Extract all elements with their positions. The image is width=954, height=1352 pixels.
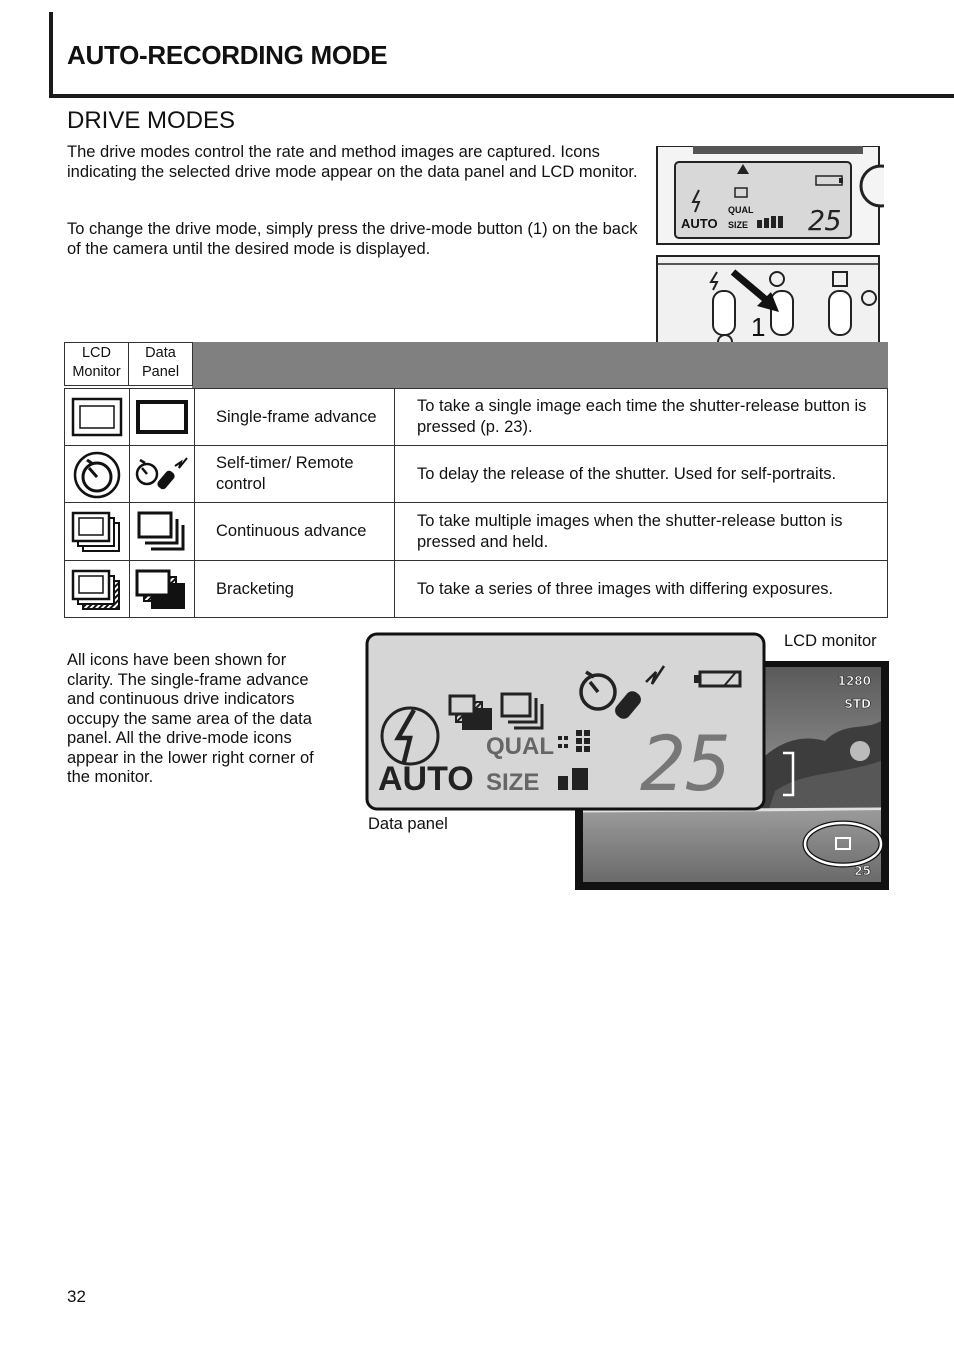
icon-note-paragraph: All icons have been shown for clarity. The single-frame advance and continuous drive indicators occupy the same area of the data panel. All the drive-mode icons appear in the lower right corner of the monitor. [67,651,314,786]
panel-size-label: SIZE [486,769,540,796]
intro-paragraph: The drive modes control the rate and method images are captured. Icons indicating the selected drive mode appear on the data panel and LCD monitor. [67,143,638,181]
panel-icon-cell [129,561,195,617]
single-frame-lcd-icon [71,397,123,437]
table-header-bar [192,342,888,388]
lcd-monitor-caption: LCD monitor [784,632,877,650]
lcd-icon-cell [65,561,130,617]
table-row [64,560,888,618]
header-rule-horizontal [49,94,954,98]
panel-frame-count: 25 [640,719,732,808]
data-panel-caption: Data panel [368,815,448,833]
continuous-lcd-icon [71,509,123,555]
header-panel-line2: Panel [141,364,180,380]
header-data-panel [128,342,193,386]
header-lcd-line1: LCD [81,345,111,361]
camera-frame-count: 25 [808,204,842,237]
lcd-frame-count: 25 [854,864,871,878]
mode-name: Continuous advance [195,503,395,560]
page-number: 32 [67,1287,86,1306]
camera-size-label: SIZE [728,220,749,230]
lcd-icon-cell [65,503,130,560]
lcd-icon-cell [65,389,130,445]
table-row [64,388,888,446]
panel-icon-cell [129,389,195,445]
instruction-paragraph: To change the drive mode, simply press the drive-mode button (1) on the back of the camera until the desired mode is displayed. [67,220,638,258]
mode-name: Self-timer/ Remote control [195,446,395,502]
header-lcd-monitor [64,342,129,386]
lcd-quality: STD [844,697,871,711]
self-timer-remote-panel-icon [133,454,191,496]
header-panel-line1: Data [145,345,176,361]
data-panel-image [364,632,768,812]
panel-qual-label: QUAL [486,733,554,760]
camera-auto-label: AUTO [681,216,718,231]
mode-description: To take a single image each time the shutter-release button is pressed (p. 23). [417,397,867,436]
mode-name: Single-frame advance [195,389,395,445]
bracketing-panel-icon [135,567,187,613]
mode-description: To delay the release of the shutter. Used for self-portraits. [417,464,837,483]
bracketing-lcd-icon [71,567,123,613]
panel-icon-cell [129,446,195,502]
section-title: DRIVE MODES [67,107,236,134]
drive-modes-table [64,342,888,618]
page-title: AUTO-RECORDING MODE [67,40,388,70]
table-row [64,502,888,561]
self-timer-lcd-icon [71,450,123,500]
table-row [64,445,888,503]
mode-name: Bracketing [195,561,395,617]
single-frame-panel-icon [135,399,189,435]
header-rule-vertical [49,12,53,98]
continuous-panel-icon [137,509,187,555]
header-lcd-line2: Monitor [72,364,121,380]
lcd-resolution: 1280 [837,674,871,688]
mode-description: To take multiple images when the shutter-release button is pressed and held. [417,511,843,551]
callout-number: 1 [751,312,766,342]
lcd-icon-cell [65,446,130,502]
mode-description: To take a series of three images with differing exposures. [417,579,834,598]
panel-auto-label: AUTO [378,760,474,798]
camera-qual-label: QUAL [728,205,754,215]
panel-icon-cell [129,503,195,560]
